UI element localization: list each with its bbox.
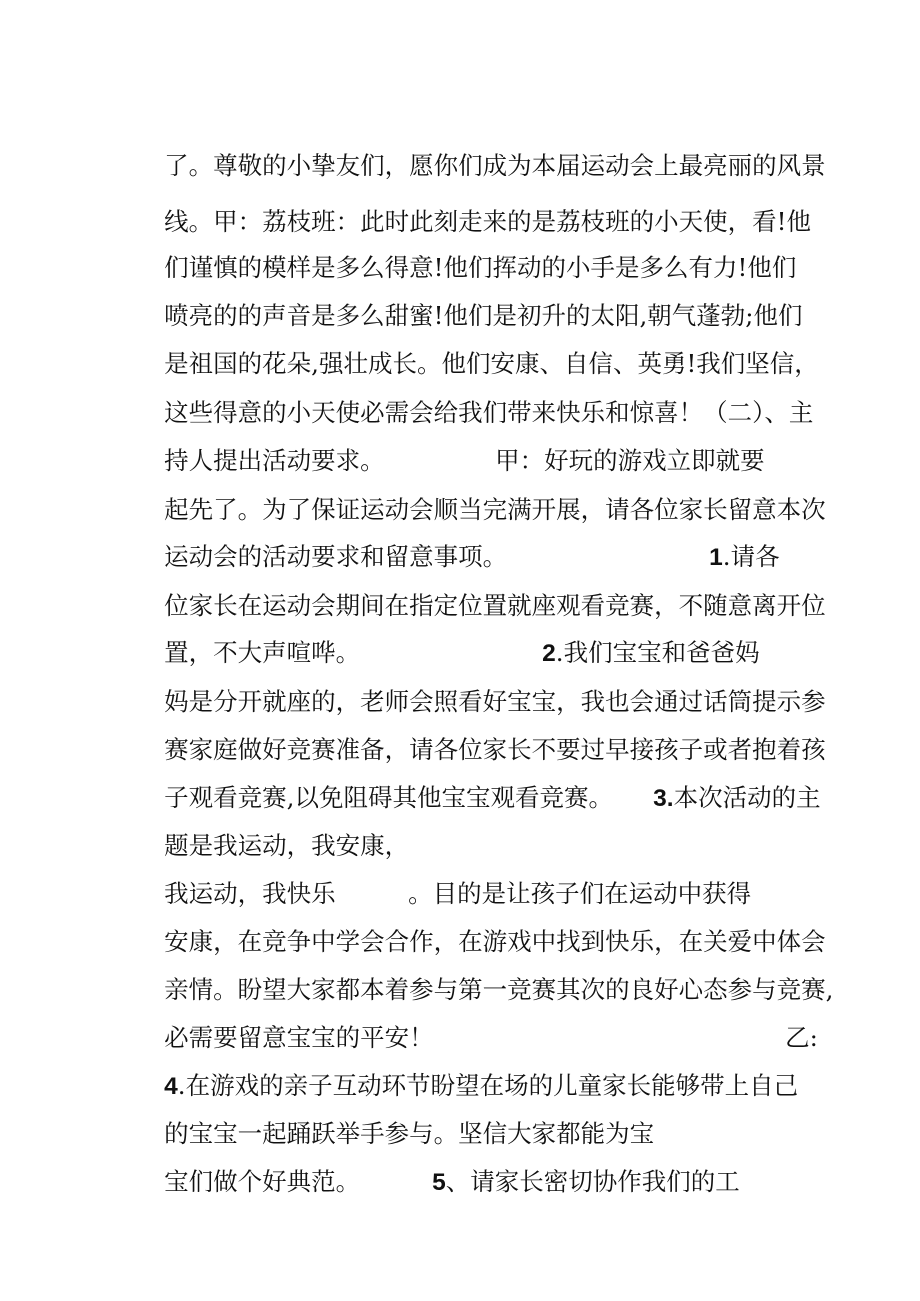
text-line [401, 1122, 740, 1196]
text-segment: 喷亮的的声音是多么甜蜜!他们是初升的太阳,朝气蓬勃;他们 [164, 301, 803, 330]
text-line [133, 882, 826, 956]
text-line [133, 106, 826, 180]
text-segment: 必需要留意宝宝的平安！ [164, 1023, 434, 1052]
text-line [133, 593, 361, 667]
list-number: 2 [542, 640, 556, 667]
text-segment: 甲：好玩的游戏立即就要 [495, 446, 765, 475]
text-line [133, 642, 826, 716]
text-segment: 们谨慎的模样是多么得意!他们挥动的小手是多么有力!他们 [164, 253, 797, 282]
text-line [133, 256, 803, 330]
text-segment: 本次活动的主 [673, 783, 821, 812]
text-line [754, 978, 818, 1052]
text-segment: 位家长在运动会期间在指定位置就座观看竞赛，不随意离开位 [164, 591, 826, 620]
text-line [133, 978, 434, 1052]
text-segment: 运动会的活动要求和留意事项。 [164, 542, 508, 571]
text-line [133, 1122, 361, 1196]
text-segment: 宝们做个好典范。 [164, 1167, 361, 1196]
text-line [377, 834, 752, 908]
text-segment: 乙: [785, 1023, 818, 1052]
text-segment: 亲情。盼望大家都本着参与第一竞赛其次的良好心态参与竞赛, [164, 975, 834, 1004]
text-line [133, 546, 826, 620]
list-number: 4 [164, 1073, 178, 1100]
text-line [133, 304, 819, 378]
list-number: 1 [709, 544, 723, 571]
text-segment: 置，不大声喧哗。 [164, 638, 361, 667]
text-line [133, 208, 797, 282]
text-line [133, 1026, 799, 1100]
text-segment: 的宝宝一起踊跃举手参与。坚信大家都能为宝 [164, 1119, 655, 1148]
text-segment: .在游戏的亲子互动环节盼望在场的儿童家长能够带上自己 [177, 1071, 799, 1100]
list-number: 5 [432, 1169, 446, 1196]
text-segment: 我运动，我快乐 [164, 879, 336, 908]
text-line [133, 930, 834, 1004]
text-line [133, 497, 508, 571]
text-line [133, 786, 410, 860]
text-line [133, 690, 826, 764]
text-line [133, 450, 826, 524]
text-line [133, 401, 385, 475]
text-line [678, 497, 780, 571]
text-segment: .请各 [722, 542, 780, 571]
text-segment: 这些得意的小天使必需会给我们带来快乐和惊喜！（二）、主 [164, 398, 814, 427]
text-line [133, 834, 336, 908]
text-segment: 了。尊敬的小挚友们，愿你们成为本届运动会上最亮丽的风景 [164, 151, 826, 180]
text-line [511, 593, 760, 667]
text-line [622, 738, 821, 812]
text-segment: 妈是分开就座的，老师会照看好宝宝，我也会通过话筒提示参 [164, 687, 826, 716]
text-segment: 持人提出活动要求。 [164, 446, 385, 475]
text-segment: 子观看竞赛,以免阻碍其他宝宝观看竞赛。 [164, 783, 613, 812]
text-line [133, 353, 814, 427]
text-segment: 赛家庭做好竞赛准备，请各位家长不要过早接孩子或者抱着孩 [164, 735, 826, 764]
text-segment: 线。甲：荔枝班：此时此刻走来的是荔枝班的小天使，看!他 [164, 207, 811, 236]
text-segment: 。目的是让孩子们在运动中获得 [408, 879, 752, 908]
text-segment: 题是我运动，我安康， [164, 831, 410, 860]
text-line [464, 401, 765, 475]
text-segment: 是祖国的花朵,强壮成长。他们安康、自信、英勇!我们坚信， [164, 349, 819, 378]
text-segment: 起先了。为了保证运动会顺当完满开展，请各位家长留意本次 [164, 495, 826, 524]
text-line [133, 1074, 655, 1148]
text-segment: 安康，在竞争中学会合作，在游戏中找到快乐，在关爱中体会 [164, 927, 826, 956]
text-line [133, 738, 613, 812]
text-segment: 、请家长密切协作我们的工 [445, 1167, 740, 1196]
list-number: 3. [653, 785, 674, 812]
text-line [133, 162, 811, 236]
text-segment: .我们宝宝和爸爸妈 [555, 638, 760, 667]
